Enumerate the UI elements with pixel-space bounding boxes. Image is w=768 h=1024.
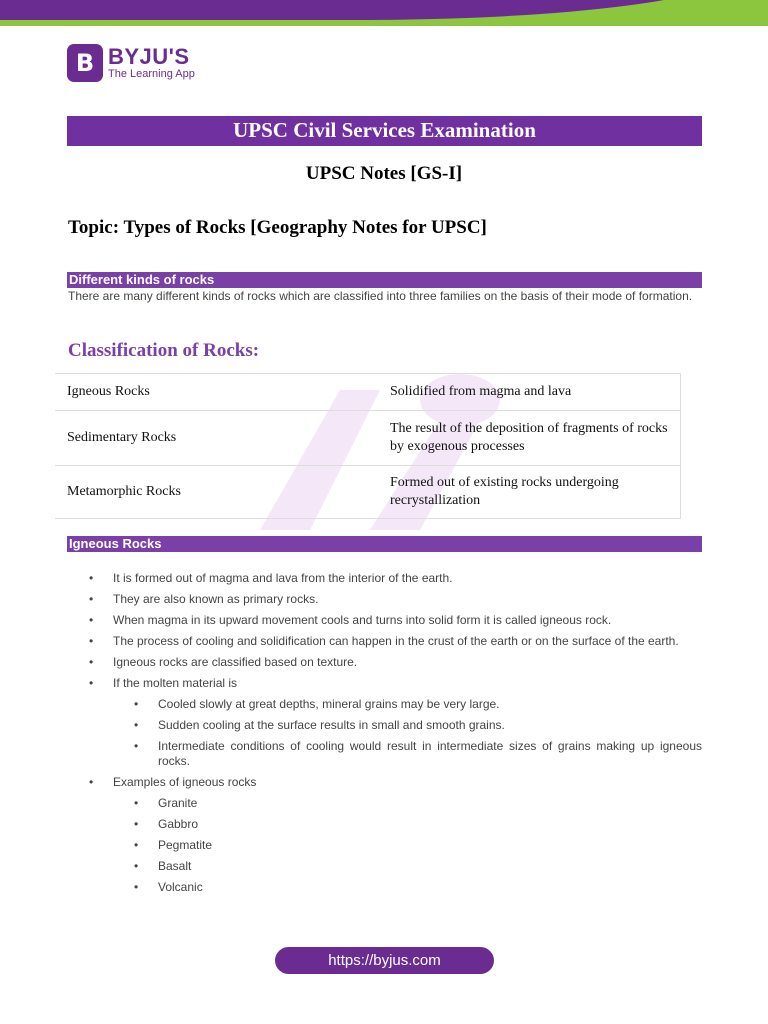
- list-item-text: When magma in its upward movement cools and turns into solid form it is called igneous rock.: [113, 613, 612, 627]
- rock-name: Igneous Rocks: [55, 374, 378, 411]
- bullet-icon: •: [134, 739, 139, 753]
- bullet-icon: •: [134, 859, 139, 873]
- list-item-text: Cooled slowly at great depths, mineral grains may be very large.: [158, 697, 500, 711]
- logo-name: BYJU'S: [108, 44, 190, 69]
- examples-sub-list: [113, 796, 702, 895]
- rock-description: Solidified from magma and lava: [378, 374, 681, 411]
- logo-text: [108, 46, 195, 80]
- list-item-text: Pegmatite: [158, 838, 213, 852]
- list-item: [85, 676, 702, 769]
- list-item: [113, 796, 702, 811]
- rock-name: Sedimentary Rocks: [55, 411, 378, 466]
- classification-table: [55, 373, 681, 519]
- list-item-text: Volcanic: [158, 880, 203, 894]
- table-row: [55, 374, 681, 411]
- notes-subtitle: UPSC Notes [GS-I]: [305, 163, 463, 184]
- exam-title-banner: UPSC Civil Services Examination: [67, 116, 702, 146]
- top-decorative-band: [0, 0, 768, 28]
- list-item: [113, 838, 702, 853]
- list-item: [85, 613, 702, 628]
- kinds-paragraph: There are many different kinds of rocks which are classified into three families on the basis of their mode of formation.: [68, 289, 693, 303]
- bullet-icon: •: [89, 676, 94, 690]
- bullet-icon: •: [89, 775, 94, 789]
- list-item: [113, 817, 702, 832]
- bullet-icon: •: [89, 655, 94, 669]
- list-item: [85, 655, 702, 670]
- byjus-logo: [67, 44, 195, 82]
- bullet-icon: •: [89, 592, 94, 606]
- list-item: [113, 718, 702, 733]
- table-row: [55, 466, 681, 519]
- bullet-icon: •: [134, 838, 139, 852]
- list-item-text: They are also known as primary rocks.: [113, 592, 319, 606]
- list-item-text: Granite: [158, 796, 198, 810]
- list-item: [85, 592, 702, 607]
- bullet-icon: •: [89, 571, 94, 585]
- classification-heading: Classification of Rocks:: [68, 340, 260, 361]
- table-row: [55, 411, 681, 466]
- section-heading-kinds: Different kinds of rocks: [67, 272, 702, 288]
- bullet-icon: •: [134, 796, 139, 810]
- list-item-text: Examples of igneous rocks: [113, 775, 257, 789]
- list-item: [85, 571, 702, 586]
- list-item: [85, 634, 702, 649]
- list-item: [113, 697, 702, 712]
- logo-mark-icon: B: [67, 44, 103, 82]
- rock-description: Formed out of existing rocks undergoing recrystallization: [378, 466, 681, 519]
- molten-sub-list: [113, 697, 702, 769]
- bullet-icon: •: [134, 817, 139, 831]
- list-item-text: If the molten material is: [113, 676, 238, 690]
- rock-description: The result of the deposition of fragments of rocks by exogenous processes: [378, 411, 681, 466]
- list-item-text: Igneous rocks are classified based on texture.: [113, 655, 358, 669]
- bullet-icon: •: [134, 880, 139, 894]
- list-item-text: Intermediate conditions of cooling would result in intermediate sizes of grains making up igneous rocks.: [158, 739, 702, 768]
- footer-url-link[interactable]: https://byjus.com: [275, 947, 494, 974]
- bullet-icon: •: [134, 697, 139, 711]
- list-item-text: The process of cooling and solidification can happen in the crust of the earth or on the surface of the earth.: [113, 634, 679, 648]
- list-item: [85, 775, 702, 895]
- list-item-text: Basalt: [158, 859, 192, 873]
- bullet-icon: •: [134, 718, 139, 732]
- igneous-bullet-list: [85, 571, 702, 901]
- list-item: [113, 859, 702, 874]
- bullet-icon: •: [89, 613, 94, 627]
- section-heading-igneous: Igneous Rocks: [67, 536, 702, 552]
- rock-name: Metamorphic Rocks: [55, 466, 378, 519]
- list-item-text: Sudden cooling at the surface results in small and smooth grains.: [158, 718, 505, 732]
- logo-tagline: The Learning App: [108, 68, 195, 80]
- list-item-text: Gabbro: [158, 817, 199, 831]
- bullet-icon: •: [89, 634, 94, 648]
- list-item: [113, 880, 702, 895]
- list-item: [113, 739, 702, 769]
- list-item-text: It is formed out of magma and lava from the interior of the earth.: [113, 571, 453, 585]
- topic-heading: Topic: Types of Rocks [Geography Notes for UPSC]: [68, 217, 487, 238]
